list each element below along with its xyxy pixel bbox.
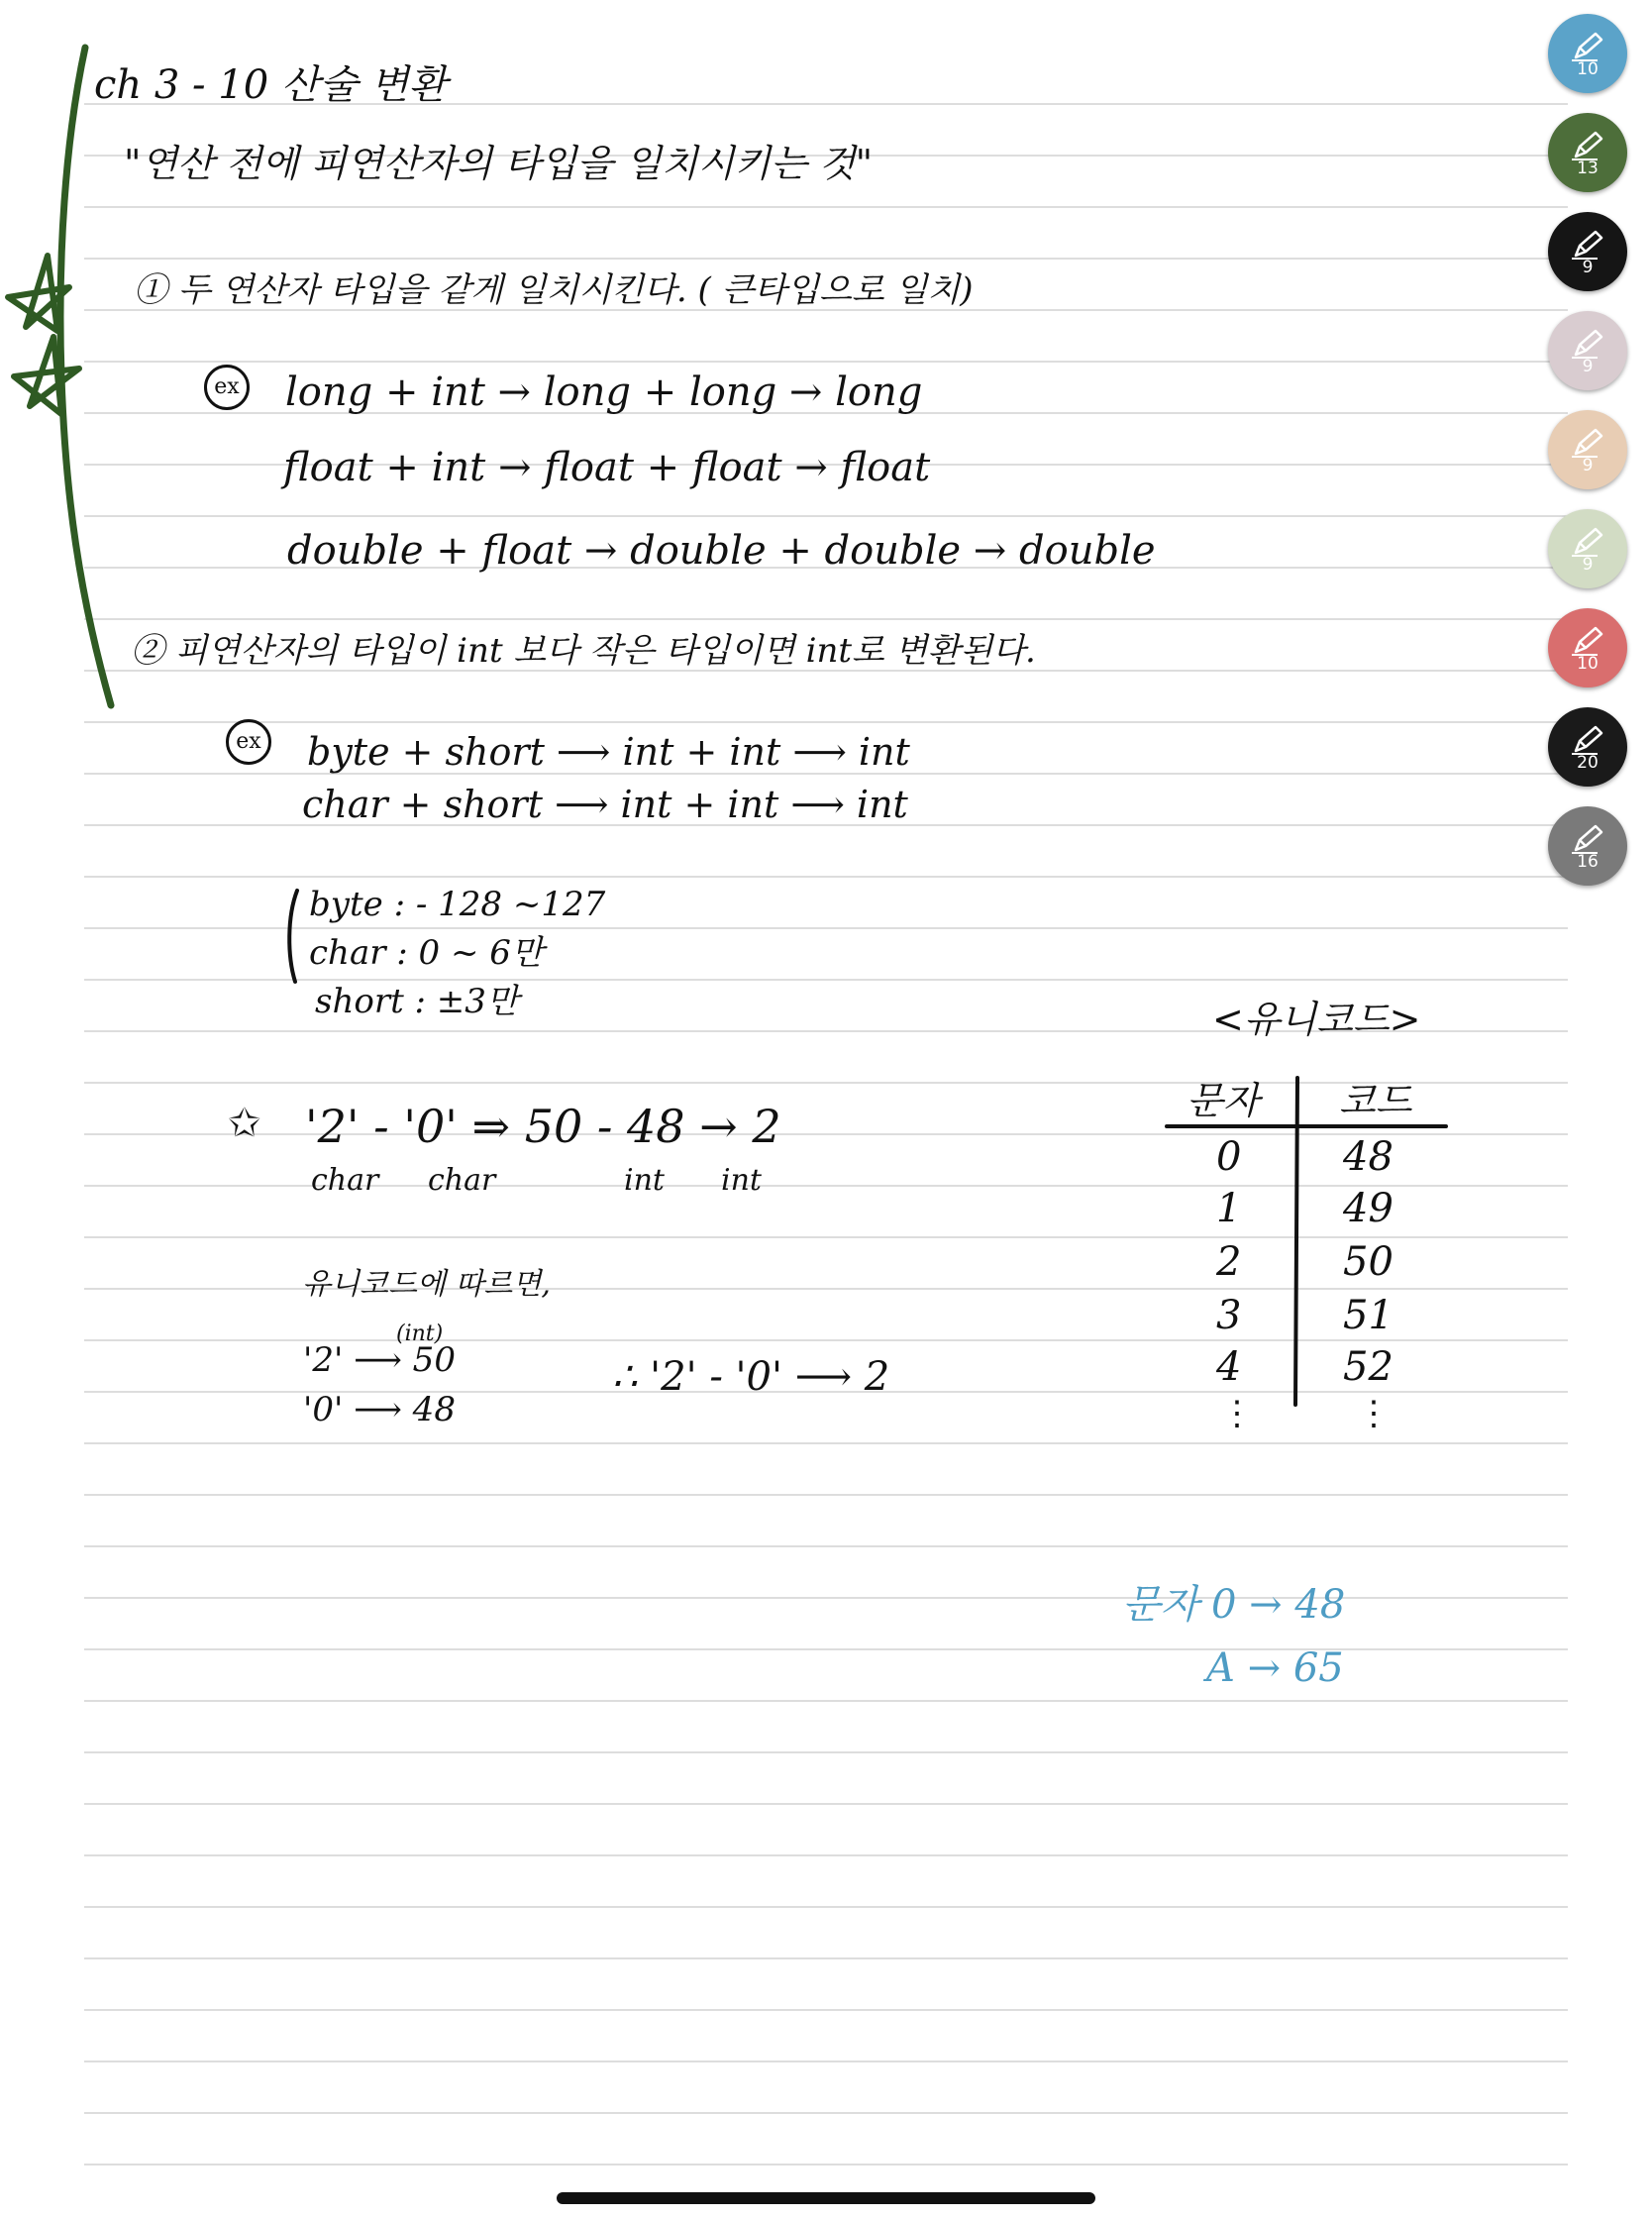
range-byte: byte : - 128 ~127 <box>309 885 606 924</box>
rule1-text: ① 두 연산자 타입을 같게 일치시킨다. ( 큰타입으로 일치) <box>134 270 974 310</box>
row-0-char: 0 <box>1216 1134 1242 1180</box>
unicode-table-title: <유니코드> <box>1212 998 1421 1041</box>
pen-size-6: 9 <box>1582 554 1594 575</box>
range-short: short : ±3만 <box>315 982 519 1021</box>
row-2-code: 50 <box>1343 1239 1394 1285</box>
row-4-char: 4 <box>1216 1344 1242 1390</box>
rule2-text: ② 피연산자의 타입이 int 보다 작은 타입이면 int로 변환된다. <box>131 631 1036 671</box>
pen-icon <box>1568 228 1607 262</box>
pen-size-1: 10 <box>1577 58 1599 79</box>
pen-size-9: 16 <box>1577 851 1599 872</box>
pen-preset-7[interactable] <box>1548 608 1627 687</box>
blue-note-line-1: 문자 0 → 48 <box>1122 1582 1346 1628</box>
pen-size-3: 9 <box>1582 257 1594 277</box>
unicode-table-lines <box>1159 991 1476 1446</box>
map-0-to-48: '0' ⟶ 48 <box>303 1390 456 1429</box>
pen-icon <box>1568 723 1607 757</box>
pen-icon <box>1568 624 1607 658</box>
ranges-bracket <box>283 887 303 986</box>
rule1-line-1: long + int → long + long → long <box>285 370 923 415</box>
type-char-1: char <box>311 1163 379 1198</box>
example-expression: '2' - '0' ⇒ 50 - 48 → 2 <box>305 1100 781 1153</box>
row-3-char: 3 <box>1216 1293 1242 1338</box>
col-header-code: 코드 <box>1339 1079 1412 1122</box>
unicode-note: 유니코드에 따르면, <box>302 1267 551 1302</box>
rule1-line-2: float + int → float + float → float <box>283 445 931 490</box>
pen-preset-3[interactable] <box>1548 212 1627 291</box>
range-char: char : 0 ~ 6만 <box>309 933 544 973</box>
type-char-2: char <box>428 1163 496 1198</box>
star-icon: ✩ <box>228 1101 261 1146</box>
pen-icon <box>1568 525 1607 559</box>
green-margin-mark <box>0 0 139 723</box>
note-subtitle: "연산 전에 피연산자의 타입을 일치시키는 것" <box>124 142 874 185</box>
row-2-char: 2 <box>1216 1239 1242 1285</box>
rule2-line-1: byte + short ⟶ int + int ⟶ int <box>307 730 910 774</box>
pen-size-4: 9 <box>1582 356 1594 376</box>
rule2-line-2: char + short ⟶ int + int ⟶ int <box>302 783 908 826</box>
row-3-code: 51 <box>1343 1293 1394 1338</box>
pen-icon <box>1568 129 1607 162</box>
note-title: ch 3 - 10 산술 변환 <box>94 62 448 108</box>
pen-icon <box>1568 426 1607 460</box>
cast-label: (int) <box>396 1321 444 1346</box>
pen-size-7: 10 <box>1577 653 1599 674</box>
ex-circle-1 <box>204 365 250 410</box>
map-2-to-50: '2' ⟶ 50 <box>303 1340 456 1380</box>
blue-note-line-2: A → 65 <box>1206 1645 1344 1691</box>
pen-preset-1[interactable] <box>1548 14 1627 93</box>
ex-circle-2 <box>226 719 271 765</box>
home-indicator[interactable] <box>557 2192 1095 2204</box>
row-1-code: 49 <box>1343 1186 1394 1231</box>
pen-size-8: 20 <box>1577 752 1599 773</box>
ex-label-2: ex <box>236 729 261 754</box>
pen-preset-9[interactable] <box>1548 806 1627 886</box>
type-int-2: int <box>721 1163 762 1198</box>
col-header-char: 문자 <box>1187 1079 1260 1122</box>
pen-preset-2[interactable] <box>1548 113 1627 192</box>
pen-size-5: 9 <box>1582 455 1594 476</box>
therefore-result: ∴ '2' - '0' ⟶ 2 <box>612 1354 890 1400</box>
pen-icon <box>1568 327 1607 361</box>
pen-icon <box>1568 30 1607 63</box>
pen-icon <box>1568 822 1607 856</box>
row-4-code: 52 <box>1343 1344 1394 1390</box>
row-1-char: 1 <box>1216 1186 1242 1231</box>
pen-preset-4[interactable] <box>1548 311 1627 390</box>
code-ellipsis: ⋮ <box>1357 1394 1391 1433</box>
row-0-code: 48 <box>1343 1134 1394 1180</box>
unicode-table <box>1159 991 1476 1446</box>
pen-preset-6[interactable] <box>1548 509 1627 588</box>
pen-preset-5[interactable] <box>1548 410 1627 489</box>
pen-preset-8[interactable] <box>1548 707 1627 787</box>
rule1-line-3: double + float → double + double → double <box>287 528 1156 574</box>
char-ellipsis: ⋮ <box>1220 1394 1254 1433</box>
ex-label-1: ex <box>214 374 240 399</box>
pen-size-2: 13 <box>1577 158 1599 178</box>
type-int-1: int <box>624 1163 665 1198</box>
